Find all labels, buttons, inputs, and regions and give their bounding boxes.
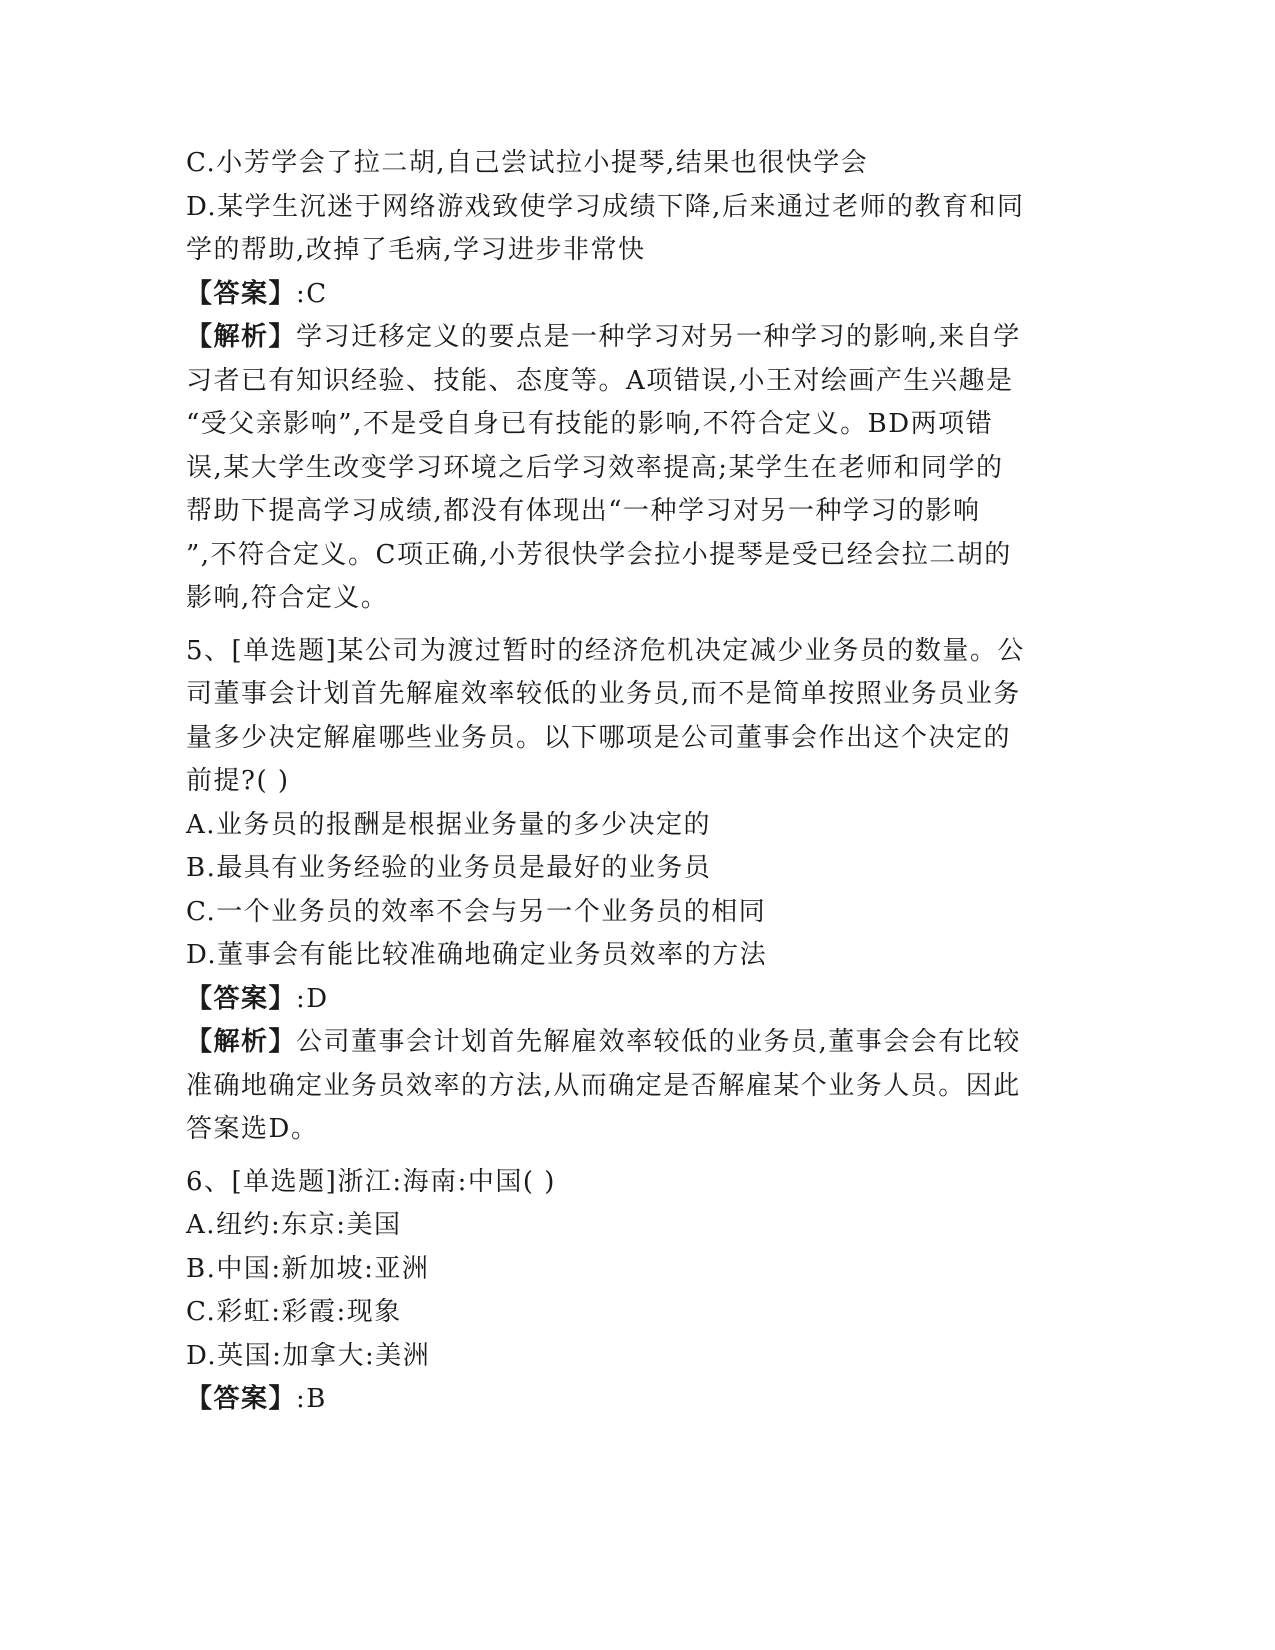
q5-option-d: D.董事会有能比较准确地确定业务员效率的方法	[186, 940, 768, 970]
q5-question-line-1: 5、[单选题]某公司为渡过暂时的经济危机决定减少业务员的数量。公	[186, 635, 1025, 666]
q4-option-d-line-2: 学的帮助,改掉了毛病,学习进步非常快	[186, 235, 646, 265]
q6-option-c: C.彩虹:彩霞:现象	[186, 1297, 402, 1327]
q4-analysis-line-7: 影响,符合定义。	[186, 583, 389, 613]
q6-option-b: B.中国:新加坡:亚洲	[186, 1253, 430, 1284]
q5-analysis-line-3: 答案选D。	[186, 1114, 319, 1144]
q5-analysis-line-1	[186, 1021, 1086, 1065]
answer-label: 【答案】	[186, 1384, 297, 1414]
analysis-text: 学习迁移定义的要点是一种学习对另一种学习的影响,来自学	[296, 322, 1021, 352]
q4-analysis-line-5: 帮助下提高学习成绩,都没有体现出“一种学习对另一种学习的影响	[186, 496, 981, 526]
q4-analysis-line-4: 误,某大学生改变学习环境之后学习效率提高;某学生在老师和同学的	[186, 452, 1004, 483]
q4-answer	[186, 273, 1086, 317]
q4-option-c: C.小芳学会了拉二胡,自己尝试拉小提琴,结果也很快学会	[186, 148, 869, 178]
answer-value: :B	[296, 1384, 327, 1414]
answer-label: 【答案】	[186, 278, 297, 309]
answer-label: 【答案】	[186, 983, 297, 1014]
document-page	[186, 142, 1086, 1422]
q4-analysis-line-6: ”,不符合定义。C项正确,小芳很快学会拉小提琴是受已经会拉二胡的	[186, 539, 1012, 570]
q4-analysis-line-1	[186, 316, 1086, 360]
analysis-text: 公司董事会计划首先解雇效率较低的业务员,董事会会有比较	[296, 1027, 1021, 1057]
analysis-label: 【解析】	[186, 1027, 297, 1057]
q5-question-line-2: 司董事会计划首先解雇效率较低的业务员,而不是简单按照业务员业务	[186, 679, 1021, 709]
q6-option-d: D.英国:加拿大:美洲	[186, 1340, 431, 1371]
section-gap	[186, 621, 1086, 630]
q5-option-b: B.最具有业务经验的业务员是最好的业务员	[186, 853, 712, 883]
q5-option-c: C.一个业务员的效率不会与另一个业务员的相同	[186, 896, 767, 927]
q5-question-line-3: 量多少决定解雇哪些业务员。以下哪项是公司董事会作出这个决定的	[186, 722, 1012, 753]
q6-question: 6、[单选题]浙江:海南:中国( )	[186, 1166, 556, 1197]
q5-option-a: A.业务员的报酬是根据业务量的多少决定的	[186, 809, 712, 840]
q5-analysis-line-2: 准确地确定业务员效率的方法,从而确定是否解雇某个业务人员。因此	[186, 1070, 1021, 1101]
q4-option-d-line-1: D.某学生沉迷于网络游戏致使学习成绩下降,后来通过老师的教育和同	[186, 191, 1025, 222]
q5-answer	[186, 978, 1086, 1022]
analysis-label: 【解析】	[186, 322, 297, 352]
q4-analysis-line-3: “受父亲影响”,不是受自身已有技能的影响,不符合定义。BD两项错	[186, 409, 994, 439]
q5-question-line-4: 前提?( )	[186, 766, 290, 796]
answer-value: :C	[296, 278, 328, 309]
answer-value: :D	[296, 983, 329, 1014]
section-gap	[186, 1152, 1086, 1161]
q6-answer	[186, 1378, 1086, 1422]
q6-option-a: A.纽约:东京:美国	[186, 1210, 402, 1240]
q4-analysis-line-2: 习者已有知识经验、技能、态度等。A项错误,小王对绘画产生兴趣是	[186, 365, 1014, 396]
